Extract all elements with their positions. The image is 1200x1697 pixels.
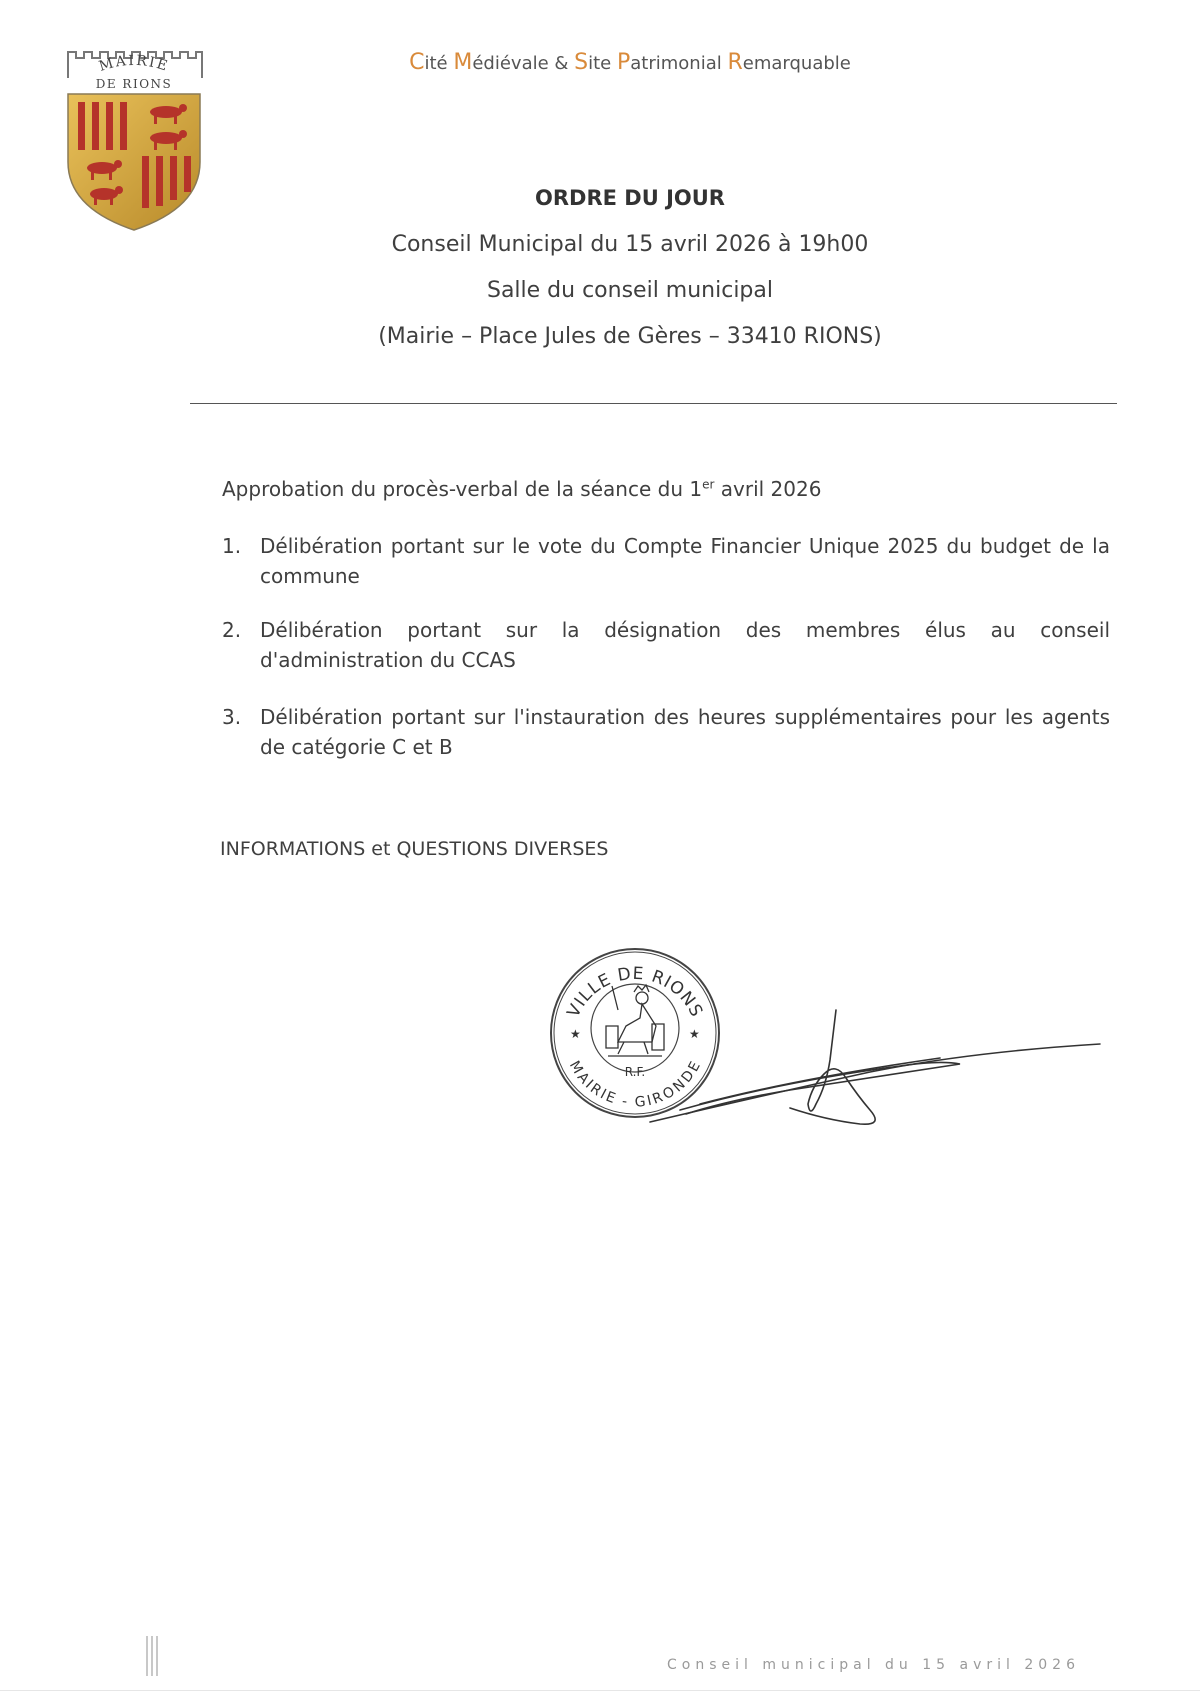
meeting-address: (Mairie – Place Jules de Gères – 33410 RIONS)	[378, 324, 882, 349]
signature-icon	[640, 1000, 1110, 1140]
footer-bars-icon	[144, 1636, 160, 1676]
tagline-word-5: Remarquable	[727, 50, 851, 75]
footer-text: Conseil municipal du 15 avril 2026	[667, 1657, 1080, 1673]
document-title: ORDRE DU JOUR	[535, 186, 725, 210]
tagline-word-3: Site	[574, 50, 617, 75]
agenda-item-text: Délibération portant sur la désignation des membres élus au conseil d'administration du CCAS	[260, 618, 1110, 672]
meeting-room: Salle du conseil municipal	[486, 278, 773, 303]
logo-text-top: MAIRIE	[97, 52, 172, 75]
tagline-word-2: Médiévale &	[453, 50, 575, 75]
agenda-item-number: 3.	[222, 705, 242, 729]
informations-heading: INFORMATIONS et QUESTIONS DIVERSES	[220, 838, 609, 860]
tagline-word-4: Patrimonial	[616, 50, 728, 75]
agenda-item	[222, 531, 1110, 591]
mairie-logo	[62, 44, 206, 234]
logo-text-bottom: DE RIONS	[95, 77, 173, 91]
agenda-item	[222, 615, 1110, 675]
footer-marker	[144, 1636, 160, 1676]
agenda-item-number: 1.	[222, 534, 242, 558]
stamp-top-text: VILLE DE RIONS	[563, 963, 707, 1021]
signature	[640, 1000, 1110, 1140]
header-tagline	[300, 50, 960, 75]
page-bottom-edge	[0, 1690, 1200, 1691]
horizontal-divider	[190, 403, 1117, 404]
tagline-word-1: Cité	[409, 50, 454, 75]
agenda-item-number: 2.	[222, 618, 242, 642]
stamp-bottom-text: MAIRIE - GIRONDE	[565, 1058, 705, 1111]
agenda-item-text: Délibération portant sur l'instauration des heures supplémentaires pour les agents de catégorie C et B	[260, 705, 1110, 759]
svg-text:★: ★	[689, 1027, 700, 1041]
meeting-date: Conseil Municipal du 15 avril 2026 à 19h00	[391, 232, 869, 257]
agenda-item	[222, 702, 1110, 762]
coat-of-arms-icon	[62, 44, 206, 234]
approval-line: Approbation du procès-verbal de la séance du 1er avril 2026	[222, 477, 822, 501]
agenda-item-text: Délibération portant sur le vote du Compte Financier Unique 2025 du budget de la commune	[260, 534, 1110, 588]
svg-text:★: ★	[570, 1027, 581, 1041]
stamp-center-text: R.F.	[624, 1065, 646, 1079]
